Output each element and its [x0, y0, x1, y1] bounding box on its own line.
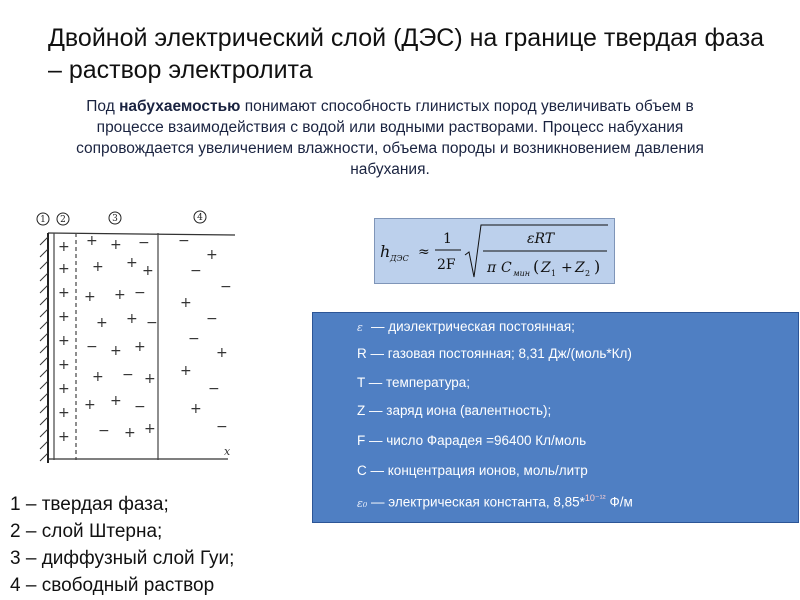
exponent: 10⁻¹²: [584, 493, 606, 503]
epsilon-zero-symbol: ε₀: [357, 496, 368, 510]
svg-text:−: −: [216, 419, 228, 435]
formula-approx: ≈: [418, 244, 430, 260]
svg-text:+: +: [84, 397, 96, 413]
x-axis-label: x: [224, 445, 231, 458]
svg-text:+: +: [58, 381, 70, 397]
intro-text-rest: понимают способность глинистых пород увеличивать объем в процессе взаимодействия с водой или водными растворами. Процесс набухания сопровождается увеличением влажности, объема породы и возникновением давления набухания.: [76, 98, 704, 178]
formula-z1-sub: 1: [551, 269, 557, 278]
svg-text:−: −: [122, 367, 134, 383]
svg-text:−: −: [86, 339, 98, 355]
formula-plus: +: [561, 260, 573, 276]
layer-item-1: 1 – твердая фаза;: [10, 494, 169, 515]
svg-text:+: +: [190, 401, 202, 417]
svg-text:−: −: [134, 285, 146, 301]
svg-text:−: −: [178, 233, 190, 249]
formula-z2: Z: [575, 260, 585, 276]
slide-title: Двойной электрический слой (ДЭС) на границе твердая фаза – раствор электролита: [48, 24, 765, 84]
debye-length-formula: [375, 219, 614, 283]
svg-text:+: +: [142, 263, 154, 279]
double-layer-diagram: [30, 205, 245, 470]
legend-row-temperature: T — температура;: [357, 375, 471, 390]
svg-text:+: +: [58, 261, 70, 277]
svg-text:+: +: [206, 247, 218, 263]
zone-label-2: 2: [60, 215, 66, 225]
zone-label-1: 1: [40, 215, 46, 225]
svg-text:+: +: [58, 333, 70, 349]
svg-text:+: +: [58, 429, 70, 445]
svg-text:+: +: [144, 371, 156, 387]
formula-num2: εRT: [527, 231, 555, 247]
layer-item-3: 3 – диффузный слой Гуи;: [10, 548, 235, 569]
svg-text:+: +: [96, 315, 108, 331]
ion-symbols: [58, 233, 232, 445]
formula-num1: 1: [443, 231, 452, 247]
formula-c-sub: мин: [513, 269, 531, 278]
intro-paragraph: [55, 96, 725, 180]
svg-text:−: −: [208, 381, 220, 397]
svg-text:+: +: [180, 363, 192, 379]
svg-text:+: +: [110, 393, 122, 409]
svg-text:−: −: [98, 423, 110, 439]
intro-text-start: Под: [86, 98, 120, 115]
intro-bold-term: набухаемостью: [119, 98, 241, 115]
svg-text:+: +: [216, 345, 228, 361]
legend-row-electric-constant: ε₀ — электрическая константа, 8,85*$^{10^{-12}}$ Ф/м: [357, 493, 633, 510]
svg-text:+: +: [126, 311, 138, 327]
formula-box: [374, 218, 615, 284]
svg-text:+: +: [134, 339, 146, 355]
svg-text:+: +: [58, 239, 70, 255]
svg-text:+: +: [92, 259, 104, 275]
formula-lhs-sub: ДЭС: [390, 254, 409, 263]
svg-text:+: +: [126, 255, 138, 271]
svg-text:+: +: [110, 237, 122, 253]
svg-text:+: +: [58, 309, 70, 325]
zone-label-4: 4: [197, 213, 203, 223]
solid-phase-hatching: [40, 237, 48, 461]
epsilon-symbol: ε: [357, 321, 363, 334]
zone-label-3: 3: [112, 214, 118, 224]
svg-text:−: −: [190, 263, 202, 279]
svg-text:−: −: [134, 399, 146, 415]
formula-den1: 2F: [437, 257, 456, 273]
formula-lhs: h: [380, 242, 391, 261]
svg-text:+: +: [58, 405, 70, 421]
layer-item-4: 4 – свободный раствор: [10, 575, 215, 596]
layers-list: [10, 491, 234, 599]
layer-item-2: 2 – слой Штерна;: [10, 521, 163, 542]
legend-row-faraday: F — число Фарадея =96400 Кл/моль: [357, 433, 587, 448]
legend-row-epsilon: ε — диэлектрическая постоянная;: [357, 319, 575, 334]
formula-pi: π: [487, 260, 497, 276]
svg-text:+: +: [58, 357, 70, 373]
formula-z2-sub: 2: [585, 269, 591, 278]
legend-row-charge: Z — заряд иона (валентность);: [357, 403, 552, 418]
svg-text:+: +: [92, 369, 104, 385]
svg-text:+: +: [84, 289, 96, 305]
svg-text:−: −: [220, 279, 232, 295]
legend-row-concentration: C — концентрация ионов, моль/литр: [357, 463, 588, 478]
svg-text:+: +: [86, 233, 98, 249]
svg-text:+: +: [144, 421, 156, 437]
svg-text:+: +: [58, 285, 70, 301]
svg-text:+: +: [110, 343, 122, 359]
svg-text:−: −: [146, 315, 158, 331]
formula-z1: Z: [541, 260, 551, 276]
svg-text:): ): [594, 257, 601, 276]
svg-text:(: (: [533, 257, 540, 276]
formula-c: C: [501, 260, 512, 276]
svg-text:+: +: [124, 425, 136, 441]
svg-text:−: −: [206, 311, 218, 327]
svg-text:−: −: [138, 235, 150, 251]
svg-text:+: +: [114, 287, 126, 303]
legend-row-gas-constant: R — газовая постоянная; 8,31 Дж/(моль*Кл): [357, 346, 632, 361]
svg-text:−: −: [188, 331, 200, 347]
variables-legend: [312, 312, 799, 523]
svg-text:+: +: [180, 295, 192, 311]
